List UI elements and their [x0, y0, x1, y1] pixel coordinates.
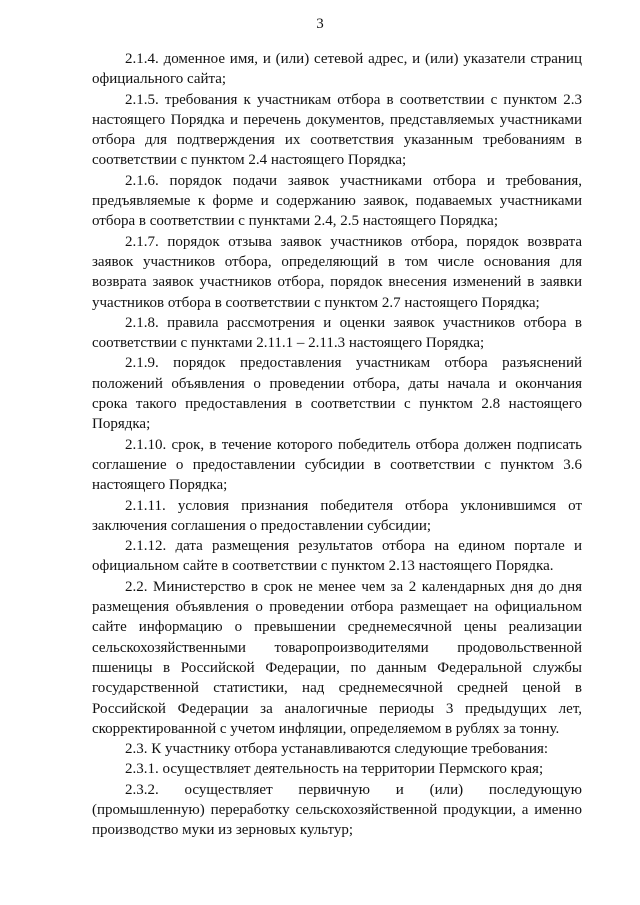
page-number: 3	[316, 16, 324, 32]
paragraph-2-1-4: 2.1.4. доменное имя, и (или) сетевой адрес, и (или) указатели страниц официального сайта;	[92, 51, 582, 88]
paragraph-2-1-10: 2.1.10. срок, в течение которого победитель отбора должен подписать соглашение о предоставлении субсидии в соответствии с пунктом 3.6 настоящего Порядка;	[92, 436, 582, 494]
paragraph-2-1-12: 2.1.12. дата размещения результатов отбора на едином портале и официальном сайте в соответствии с пунктом 2.13 настоящего Порядка.	[92, 538, 582, 575]
paragraph-2-1-11: 2.1.11. условия признания победителя отбора уклонившимся от заключения соглашения о предоставлении субсидии;	[92, 497, 582, 534]
paragraph-2-1-7: 2.1.7. порядок отзыва заявок участников отбора, порядок возврата заявок участников отбора, определяющий в том числе основания для возврата заявок участников отбора, порядок внесения изменений в заявки участников отбора в соответствии с пунктом 2.7 настоящего Порядка;	[92, 233, 582, 311]
paragraph-2-1-5: 2.1.5. требования к участникам отбора в соответствии с пунктом 2.3 настоящего Порядка и перечень документов, представляемых участниками отбора для подтверждения их соответствия указанным требованиям в соответствии с пунктом 2.4 настоящего Порядка;	[92, 91, 582, 169]
document-body	[92, 49, 582, 841]
paragraph-2-1-6: 2.1.6. порядок подачи заявок участниками отбора и требования, предъявляемые к форме и содержанию заявок, подаваемых участниками отбора в соответствии с пунктами 2.4, 2.5 настоящего Порядка;	[92, 172, 582, 230]
paragraph-2-3-2: 2.3.2. осуществляет первичную и (или) последующую (промышленную) переработку сельскохозяйственной продукции, а именно производство муки из зерновых культур;	[92, 781, 582, 839]
paragraph-2-3: 2.3. К участнику отбора устанавливаются следующие требования:	[125, 741, 549, 758]
paragraph-2-3-1: 2.3.1. осуществляет деятельность на территории Пермского края;	[125, 761, 544, 778]
paragraph-2-1-9: 2.1.9. порядок предоставления участникам отбора разъяснений положений объявления о проведении отбора, даты начала и окончания срока такого предоставления в соответствии с пунктом 2.8 настоящего Порядка;	[92, 355, 582, 433]
paragraph-2-2: 2.2. Министерство в срок не менее чем за 2 календарных дня до дня размещения объявления о проведении отбора размещает на официальном сайте информацию о превышении среднемесячной цены реализации сельскохозяйственными товаропроизводителями продовольственной пшеницы в Российской Федерации, по данным Федеральной службы государственной статистики, над среднемесячной средней ценой в Российской Федерации за аналогичные периоды 3 предыдущих лет, скорректированной с учетом инфляции, определяемом в рублях за тонну.	[92, 578, 582, 737]
paragraph-2-1-8: 2.1.8. правила рассмотрения и оценки заявок участников отбора в соответствии с пунктами 2.11.1 – 2.11.3 настоящего Порядка;	[92, 314, 582, 352]
